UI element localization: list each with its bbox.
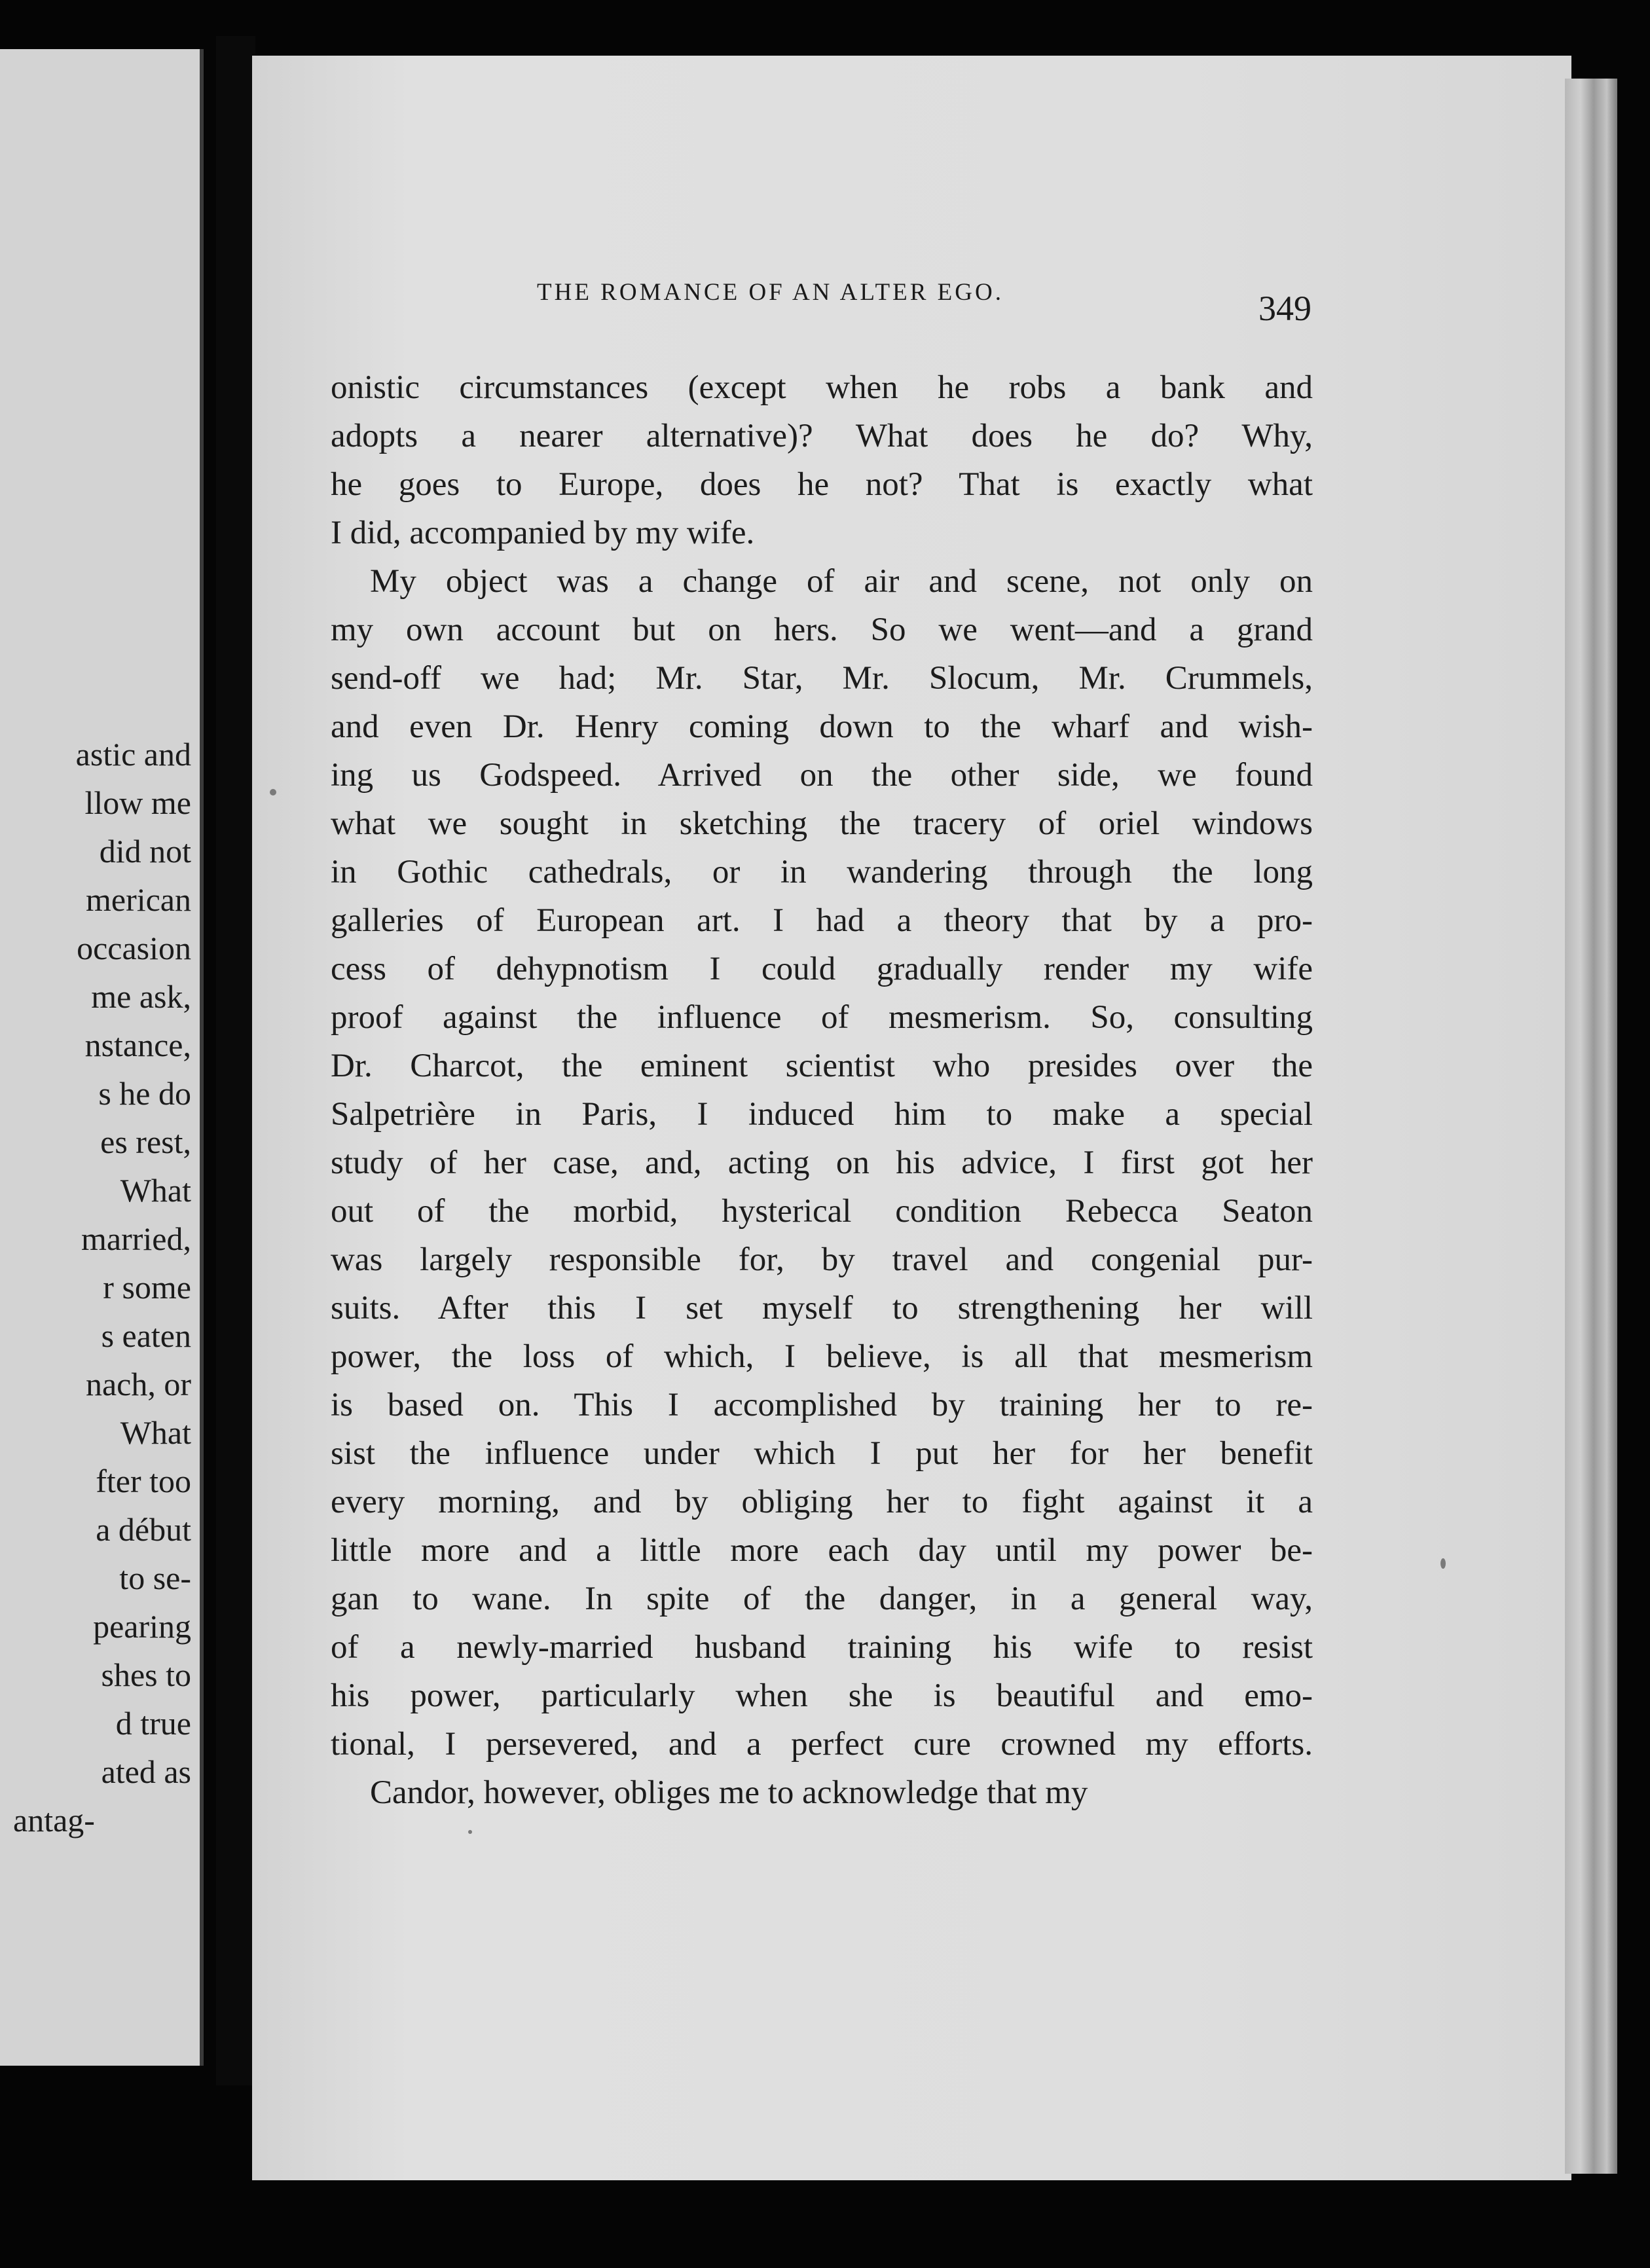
body-line-paragraph-start: My object was a change of air and scene, not only on: [370, 563, 1313, 600]
left-page-line: nach, or: [85, 1366, 191, 1402]
left-page-line: What: [120, 1414, 191, 1451]
body-line: in Gothic cathedrals, or in wandering through the long: [331, 854, 1313, 890]
body-line: of a newly-married husband training his wife to resist: [331, 1629, 1313, 1666]
body-line: proof against the influence of mesmerism. So, consulting: [331, 999, 1313, 1036]
body-line: my own account but on hers. So we went—and a grand: [331, 612, 1313, 648]
body-line: tional, I persevered, and a perfect cure crowned my efforts.: [331, 1726, 1313, 1763]
left-page-line: s he do: [98, 1075, 191, 1112]
page-body: [331, 363, 1313, 1817]
paper-speck: [1440, 1558, 1446, 1569]
left-page-line: astic and: [75, 736, 191, 773]
body-line: and even Dr. Henry coming down to the wharf and wish-: [331, 708, 1313, 745]
paper-speck: [468, 1830, 472, 1834]
body-line: Salpetrière in Paris, I induced him to make a special: [331, 1096, 1313, 1133]
left-page-line: merican: [85, 881, 191, 918]
page-number: 349: [1258, 289, 1311, 328]
left-page-line: ated as: [101, 1753, 191, 1790]
left-page-line: shes to: [101, 1656, 191, 1693]
book-gutter: [216, 36, 255, 2085]
body-line: onistic circumstances (except when he robs a bank and: [331, 369, 1313, 406]
left-page-line: fter too: [96, 1463, 191, 1499]
left-page-line: r some: [103, 1269, 191, 1306]
left-page-line: pearing: [93, 1608, 191, 1645]
body-line: I did, accompanied by my wife.: [331, 515, 755, 551]
body-line: Dr. Charcot, the eminent scientist who presides over the: [331, 1048, 1313, 1084]
body-line: galleries of European art. I had a theory that by a pro-: [331, 902, 1313, 939]
left-page-line: married,: [81, 1220, 191, 1257]
body-line: he goes to Europe, does he not? That is exactly what: [331, 466, 1313, 503]
body-line-paragraph-start: Candor, however, obliges me to acknowledge that my: [370, 1774, 1088, 1811]
body-line: gan to wane. In spite of the danger, in a general way,: [331, 1581, 1313, 1617]
body-line: what we sought in sketching the tracery of oriel windows: [331, 805, 1313, 842]
body-line: ing us Godspeed. Arrived on the other side, we found: [331, 757, 1313, 794]
body-line: his power, particularly when she is beautiful and emo-: [331, 1677, 1313, 1714]
body-line: study of her case, and, acting on his advice, I first got her: [331, 1144, 1313, 1181]
body-line: little more and a little more each day until my power be-: [331, 1532, 1313, 1569]
page-edge-shading: [1565, 79, 1617, 2174]
left-page-line: s eaten: [101, 1317, 191, 1354]
left-page-line: occasion: [77, 930, 191, 966]
left-page-line: me ask,: [91, 978, 191, 1015]
body-line: send-off we had; Mr. Star, Mr. Slocum, Mr. Crummels,: [331, 660, 1313, 697]
body-line: is based on. This I accomplished by training her to re-: [331, 1387, 1313, 1423]
left-page-line: llow me: [84, 784, 191, 821]
body-line: suits. After this I set myself to strengthening her will: [331, 1290, 1313, 1326]
body-line: out of the morbid, hysterical condition Rebecca Seaton: [331, 1193, 1313, 1230]
left-page-line: a début: [96, 1511, 191, 1548]
paper-speck: [270, 789, 276, 796]
left-page-line: to se-: [119, 1560, 191, 1596]
left-page-line: es rest,: [100, 1124, 191, 1160]
body-line: cess of dehypnotism I could gradually render my wife: [331, 951, 1313, 987]
left-page-line: d true: [115, 1705, 191, 1742]
left-page-line: did not: [99, 833, 191, 869]
body-line: sist the influence under which I put her for her benefit: [331, 1435, 1313, 1472]
body-line: adopts a nearer alternative)? What does he do? Why,: [331, 418, 1313, 454]
body-line: every morning, and by obliging her to fight against it a: [331, 1484, 1313, 1520]
body-line: power, the loss of which, I believe, is all that mesmerism: [331, 1338, 1313, 1375]
body-line: was largely responsible for, by travel and congenial pur-: [331, 1241, 1313, 1278]
left-page-line: What: [120, 1172, 191, 1209]
left-page-line: antag-: [13, 1802, 95, 1838]
left-page-text: [0, 730, 191, 1844]
left-page-fragment: [0, 49, 204, 2066]
running-head: THE ROMANCE OF AN ALTER EGO.: [537, 279, 1004, 306]
left-page-line: nstance,: [84, 1027, 191, 1063]
